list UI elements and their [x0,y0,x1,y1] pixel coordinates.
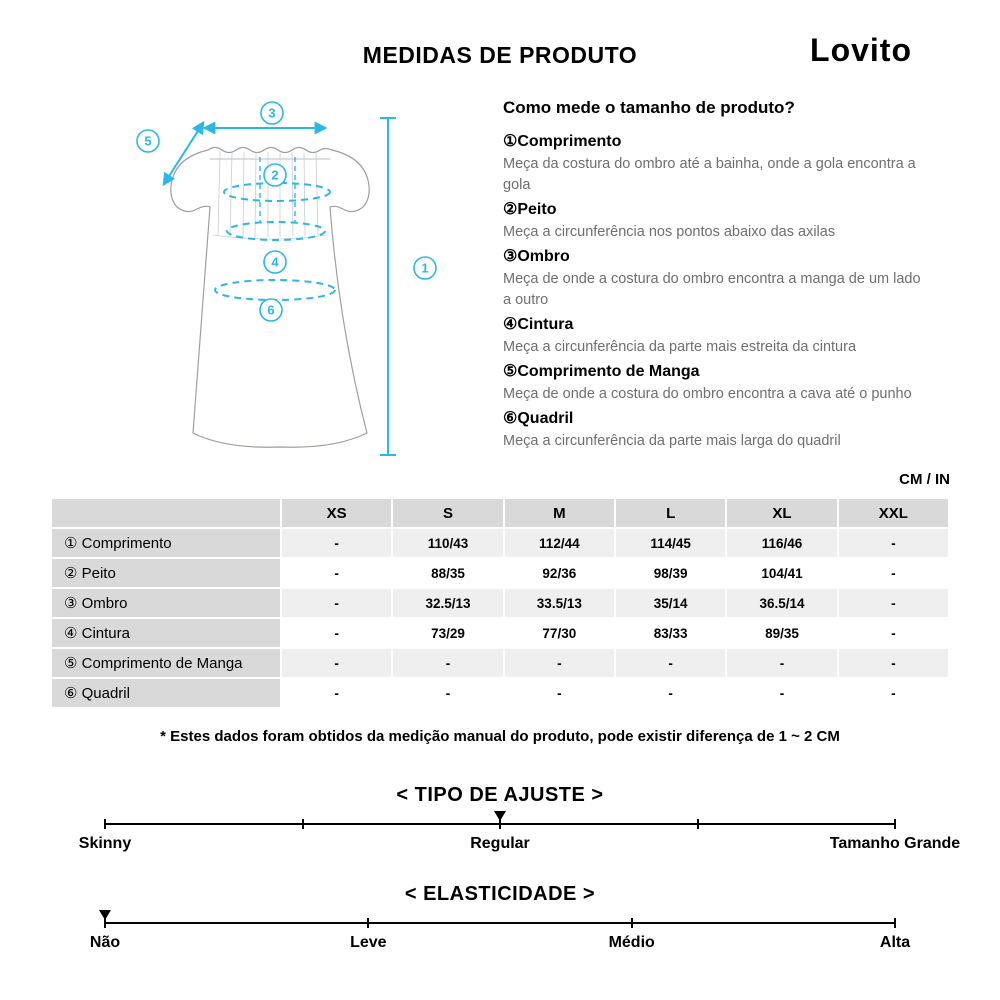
scale-tick [302,819,304,829]
guide-item-number: ③ [503,248,518,266]
table-cell: 116/46 [726,528,837,558]
col-header-xl: XL [726,498,837,528]
guide-item-desc: Meça a circunferência da parte mais estreita da cintura [503,339,857,356]
unit-label: CM / IN [899,471,950,488]
scale-tick [697,819,699,829]
marker-sleeve: 5 [144,133,152,149]
table-cell: 32.5/13 [392,588,503,618]
guide-item-quadril [503,407,928,452]
guide-item-number: ② [503,201,518,219]
table-cell: 73/29 [392,618,503,648]
elasticity-labels [89,934,911,956]
measurement-disclaimer: * Estes dados foram obtidos da medição manual do produto, pode existir diferença de 1 ~ 2 CM [160,728,840,745]
table-cell: 98/39 [615,558,726,588]
table-cell: 89/35 [726,618,837,648]
guide-item-peito [503,198,928,243]
elasticity-label-leve: Leve [350,934,387,951]
guide-item-number: ④ [503,316,518,334]
table-cell: 114/45 [615,528,726,558]
elasticity-label-medio: Médio [608,934,655,951]
table-cell: - [281,558,392,588]
fit-label-skinny: Skinny [78,835,132,852]
guide-item-name: Peito [517,201,557,219]
size-table [50,497,950,709]
guide-item-comprimento-manga [503,360,928,405]
fit-type-labels [78,835,961,857]
table-row [51,678,949,708]
scale-tick [367,918,369,928]
marker-hip: 6 [267,302,275,318]
table-cell: 104/41 [726,558,837,588]
table-cell: - [281,588,392,618]
row-label: ④ Cintura [51,618,281,648]
table-cell: 33.5/13 [504,588,615,618]
table-cell: - [838,558,949,588]
elasticity-scale [0,883,1000,956]
table-cell: - [504,648,615,678]
table-row [51,588,949,618]
scale-tick [631,918,633,928]
table-cell: 35/14 [615,588,726,618]
guide-item-name: Comprimento de Manga [517,363,700,381]
guide-item-ombro [503,245,928,311]
col-header-xs: XS [281,498,392,528]
fit-marker-icon [494,811,506,821]
row-label: ① Comprimento [51,528,281,558]
guide-item-desc: Meça de onde a costura do ombro encontra a cava até o punho [503,386,912,403]
guide-item-desc: Meça a circunferência nos pontos abaixo das axilas [503,224,836,241]
dress-outline [171,148,369,448]
guide-item-name: Ombro [517,248,570,266]
row-label: ② Peito [51,558,281,588]
col-header-s: S [392,498,503,528]
table-cell: - [392,648,503,678]
guide-item-number: ⑤ [503,363,518,381]
table-cell: - [281,648,392,678]
table-cell: 83/33 [615,618,726,648]
table-cell: - [838,528,949,558]
table-cell: - [615,648,726,678]
table-cell: - [726,678,837,708]
page-title: MEDIDAS DE PRODUTO [362,42,638,68]
col-header-l: L [615,498,726,528]
table-cell: 88/35 [392,558,503,588]
guide-item-comprimento [503,130,928,196]
table-row [51,618,949,648]
scale-tick [894,819,896,829]
guide-item-cintura [503,313,928,358]
guide-item-desc: Meça da costura do ombro até a bainha, onde a gola encontra a gola [503,156,916,194]
table-cell: 36.5/14 [726,588,837,618]
fit-type-title: < TIPO DE AJUSTE > [396,784,604,806]
col-header-m: M [504,498,615,528]
dress-measurement-diagram [55,85,455,465]
table-cell: 110/43 [392,528,503,558]
table-cell: - [615,678,726,708]
elasticity-track [105,922,895,924]
guide-item-number: ① [503,133,518,150]
fit-type-track [105,823,895,825]
elasticity-label-nao: Não [89,934,121,951]
table-cell: - [838,588,949,618]
marker-waist: 4 [271,254,279,270]
elasticity-label-alta: Alta [879,934,911,951]
table-row [51,648,949,678]
table-cell: - [281,528,392,558]
fit-label-regular: Regular [470,835,530,852]
guide-item-number: ⑥ [503,410,518,428]
table-cell: - [504,678,615,708]
brand-logo: Lovito [810,32,912,68]
fit-label-tamanho-grande: Tamanho Grande [829,835,961,852]
table-cell: - [838,618,949,648]
guide-item-name: Comprimento [517,133,622,150]
marker-length: 1 [421,260,429,276]
table-cell: - [281,678,392,708]
table-cell: 77/30 [504,618,615,648]
scale-tick [104,819,106,829]
table-cell: 92/36 [504,558,615,588]
guide-item-desc: Meça a circunferência da parte mais larga do quadril [503,433,841,450]
guide-item-name: Cintura [517,316,574,334]
table-cell: - [392,678,503,708]
guide-title: Como mede o tamanho de produto? [503,98,795,117]
col-header-xxl: XXL [838,498,949,528]
elasticity-title: < ELASTICIDADE > [404,883,596,905]
row-label: ③ Ombro [51,588,281,618]
elasticity-marker-icon [99,910,111,920]
table-cell: - [281,618,392,648]
col-header-empty [51,498,281,528]
table-cell: - [838,678,949,708]
marker-chest: 2 [271,167,279,183]
row-label: ⑥ Quadril [51,678,281,708]
guide-item-desc: Meça de onde a costura do ombro encontra a manga de um lado a outro [503,271,921,309]
diagram-markers [137,102,436,321]
measure-guide [503,98,928,454]
scale-tick [894,918,896,928]
table-cell: - [726,648,837,678]
table-cell: - [838,648,949,678]
fit-type-scale [0,784,1000,857]
table-row [51,528,949,558]
table-cell: 112/44 [504,528,615,558]
table-header-row [51,498,949,528]
row-label: ⑤ Comprimento de Manga [51,648,281,678]
marker-shoulder: 3 [268,105,276,121]
table-row [51,558,949,588]
guide-item-name: Quadril [517,410,574,428]
